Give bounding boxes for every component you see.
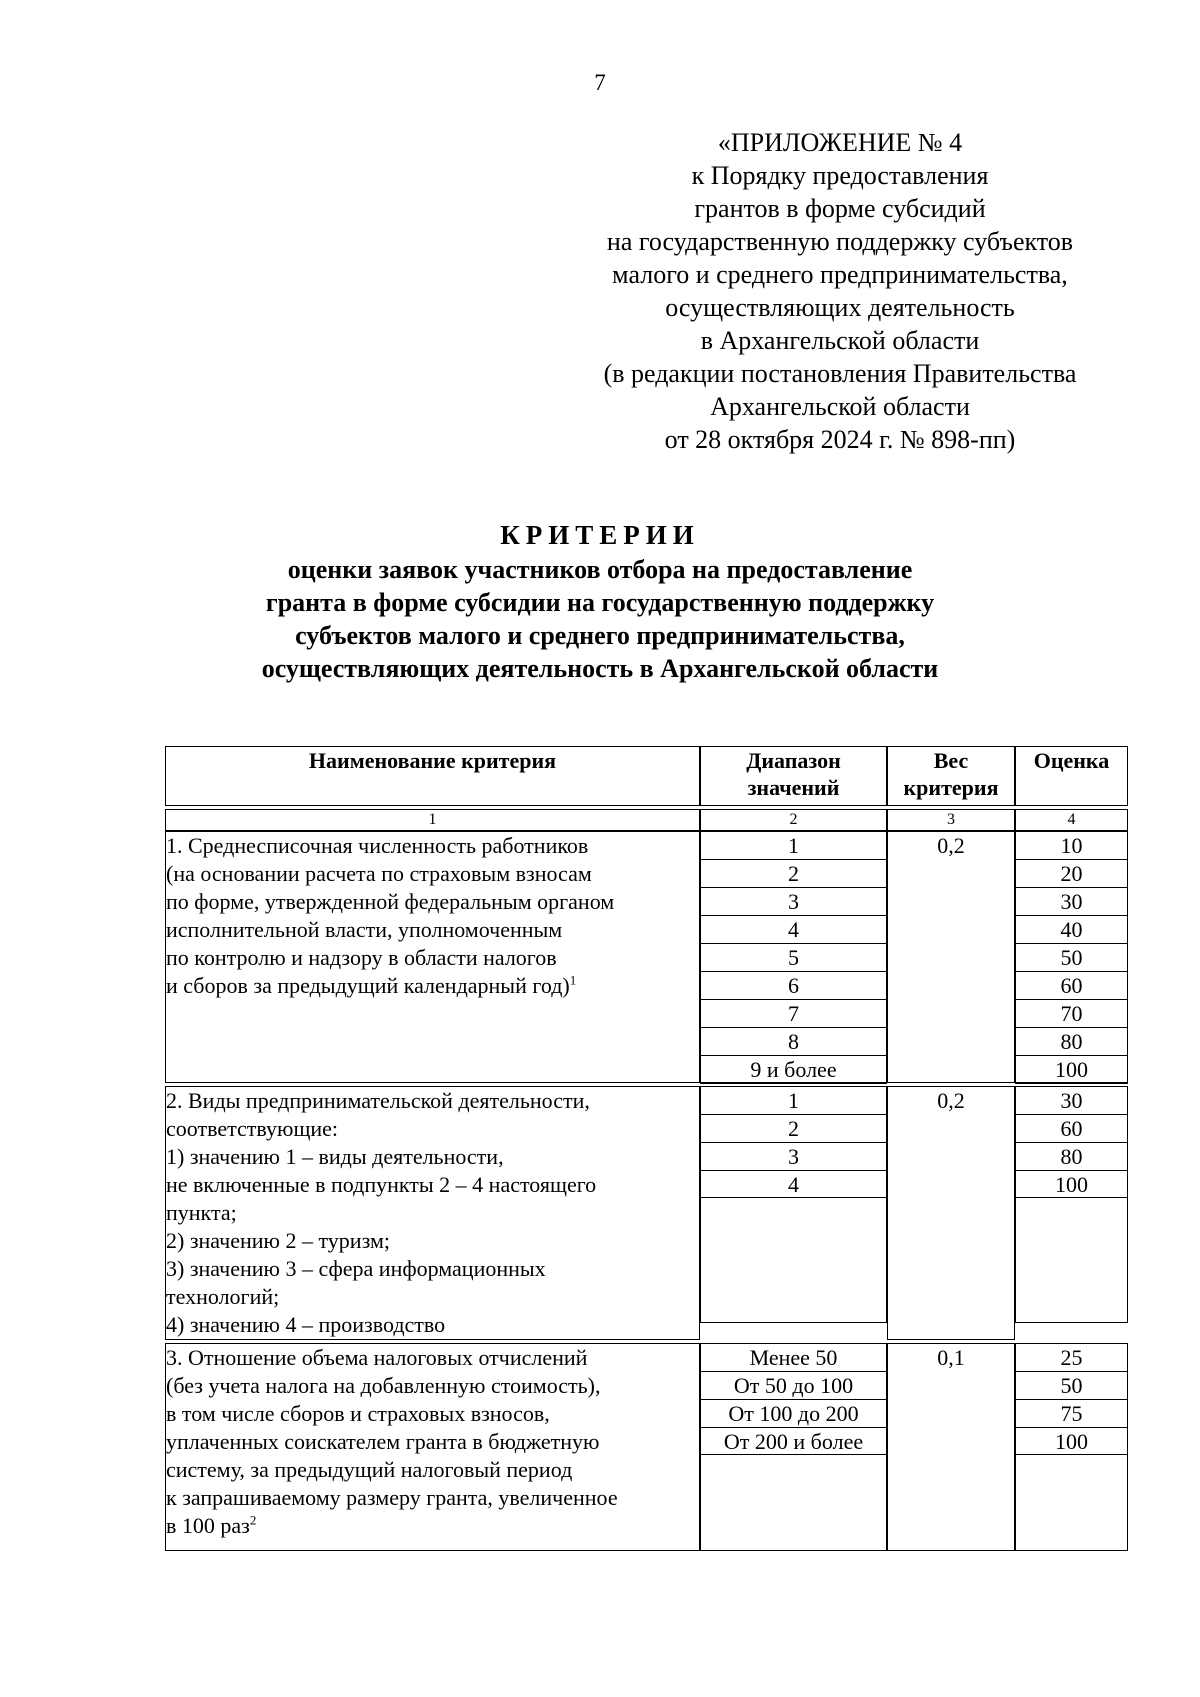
score-value: 80 bbox=[1015, 1027, 1128, 1055]
criterion-name-text: 3) значению 3 – сфера информационных bbox=[166, 1256, 546, 1281]
range-value: От 200 и более bbox=[700, 1427, 887, 1455]
score-stack bbox=[1015, 1343, 1128, 1551]
criterion-name-text: в 100 раз bbox=[166, 1513, 250, 1538]
footnote-marker: 1 bbox=[569, 972, 577, 988]
range-value: От 100 до 200 bbox=[700, 1399, 887, 1427]
document-title: КРИТЕРИИ bbox=[500, 520, 700, 550]
header-range-label-2: значений bbox=[747, 775, 840, 800]
appendix-line: осуществляющих деятельность bbox=[665, 293, 1015, 322]
range-cell bbox=[700, 1343, 887, 1551]
header-weight-label-2: критерия bbox=[903, 775, 999, 800]
criterion-name-text: в том числе сборов и страховых взносов, bbox=[166, 1401, 550, 1426]
weight-cell bbox=[887, 1343, 1015, 1551]
appendix-line: Архангельской области bbox=[710, 392, 970, 421]
score-value: 30 bbox=[1015, 887, 1128, 915]
page-number: 7 bbox=[594, 70, 606, 95]
criterion-name-line bbox=[166, 916, 699, 944]
criterion-name-text: к запрашиваемому размеру гранта, увеличенное bbox=[166, 1485, 618, 1510]
header-score bbox=[1015, 746, 1128, 806]
score-value: 100 bbox=[1015, 1055, 1128, 1083]
score-cell bbox=[1015, 831, 1128, 1083]
criterion-name-text: 3. Отношение объема налоговых отчислений bbox=[166, 1345, 588, 1370]
score-value: 30 bbox=[1015, 1086, 1128, 1114]
criterion-name-text: 4) значению 4 – производство bbox=[166, 1312, 446, 1337]
score-value: 10 bbox=[1015, 831, 1128, 859]
appendix-line: к Порядку предоставления bbox=[691, 161, 989, 190]
criterion-name bbox=[165, 1086, 700, 1340]
score-value: 50 bbox=[1015, 1371, 1128, 1399]
score-filler bbox=[1015, 1083, 1128, 1084]
score-value: 70 bbox=[1015, 999, 1128, 1027]
score-value: 20 bbox=[1015, 859, 1128, 887]
header-range bbox=[700, 746, 887, 806]
criterion-name-text: (без учета налога на добавленную стоимость), bbox=[166, 1373, 601, 1398]
criterion-row bbox=[165, 1086, 1128, 1340]
score-value: 80 bbox=[1015, 1142, 1128, 1170]
criterion-name-line bbox=[166, 944, 699, 972]
subtitle-line: гранта в форме субсидии на государственную поддержку bbox=[265, 588, 935, 617]
weight-cell bbox=[887, 1086, 1015, 1340]
subtitle-line: субъектов малого и среднего предпринимательства, bbox=[295, 621, 905, 650]
criterion-name-line bbox=[166, 1512, 699, 1540]
criterion-name-line bbox=[166, 1087, 699, 1115]
criterion-name-text: и сборов за предыдущий календарный год) bbox=[166, 973, 570, 998]
range-value: 3 bbox=[700, 1142, 887, 1170]
weight-value: 0,2 bbox=[937, 1088, 965, 1113]
criterion-name-text: 1. Среднесписочная численность работников bbox=[166, 833, 589, 858]
range-value: 2 bbox=[700, 859, 887, 887]
criterion-name-text: пункта; bbox=[166, 1200, 237, 1225]
criterion-name-text: по форме, утвержденной федеральным органом bbox=[166, 889, 615, 914]
criterion-name-text: систему, за предыдущий налоговый период bbox=[166, 1457, 573, 1482]
criterion-name-text: 2) значению 2 – туризм; bbox=[166, 1228, 390, 1253]
header-name bbox=[165, 746, 700, 806]
criterion-name-line bbox=[166, 1143, 699, 1171]
criterion-name-text: технологий; bbox=[166, 1284, 280, 1309]
range-stack bbox=[700, 831, 887, 1083]
score-value: 50 bbox=[1015, 943, 1128, 971]
criterion-name bbox=[165, 831, 700, 1083]
range-filler bbox=[700, 1198, 887, 1323]
range-value: 8 bbox=[700, 1027, 887, 1055]
score-value: 60 bbox=[1015, 1114, 1128, 1142]
score-value: 100 bbox=[1015, 1170, 1128, 1198]
appendix-line: «ПРИЛОЖЕНИЕ № 4 bbox=[717, 128, 963, 157]
footnote-marker: 2 bbox=[249, 1512, 257, 1528]
header-weight-label-1: Вес bbox=[933, 748, 969, 773]
criterion-name-line bbox=[166, 972, 699, 1000]
score-value: 75 bbox=[1015, 1399, 1128, 1427]
range-stack bbox=[700, 1343, 887, 1551]
criterion-name-line bbox=[166, 1283, 699, 1311]
criteria-table bbox=[165, 746, 1128, 1551]
criterion-name-text: исполнительной власти, уполномоченным bbox=[166, 917, 563, 942]
header-weight bbox=[887, 746, 1015, 806]
range-value: От 50 до 100 bbox=[700, 1371, 887, 1399]
score-stack bbox=[1015, 1086, 1128, 1323]
criterion-row bbox=[165, 1343, 1128, 1551]
table-header-row bbox=[165, 746, 1128, 806]
range-value: 2 bbox=[700, 1114, 887, 1142]
criterion-name-line bbox=[166, 860, 699, 888]
score-filler bbox=[1015, 1455, 1128, 1551]
subtitle-line: осуществляющих деятельность в Архангельской области bbox=[261, 654, 939, 683]
criterion-name-line bbox=[166, 1428, 699, 1456]
weight-value: 0,2 bbox=[937, 833, 965, 858]
appendix-line: на государственную поддержку субъектов bbox=[606, 227, 1074, 256]
criterion-name-text: не включенные в подпункты 2 – 4 настоящего bbox=[166, 1172, 597, 1197]
criterion-name-line bbox=[166, 1255, 699, 1283]
criterion-name-text: уплаченных соискателем гранта в бюджетную bbox=[166, 1429, 600, 1454]
criterion-name-text: (на основании расчета по страховым взносам bbox=[166, 861, 592, 886]
criterion-name-line bbox=[166, 1484, 699, 1512]
criterion-name-line bbox=[166, 1372, 699, 1400]
criterion-name-line bbox=[166, 1115, 699, 1143]
criterion-name-line bbox=[166, 1199, 699, 1227]
score-cell bbox=[1015, 1086, 1128, 1340]
range-value: 7 bbox=[700, 999, 887, 1027]
appendix-line: грантов в форме субсидий bbox=[694, 194, 986, 223]
score-value: 100 bbox=[1015, 1427, 1128, 1455]
appendix-line: в Архангельской области bbox=[700, 326, 980, 355]
score-cell bbox=[1015, 1343, 1128, 1551]
score-stack bbox=[1015, 831, 1128, 1083]
subtitle-line: оценки заявок участников отбора на предоставление bbox=[287, 555, 913, 584]
column-number: 1 bbox=[165, 809, 700, 831]
criteria-body bbox=[165, 831, 1128, 1551]
score-value: 25 bbox=[1015, 1343, 1128, 1371]
criterion-name-line bbox=[166, 832, 699, 860]
score-value: 60 bbox=[1015, 971, 1128, 999]
header-range-label-1: Диапазон bbox=[746, 748, 841, 773]
weight-cell bbox=[887, 831, 1015, 1083]
column-number-row bbox=[165, 809, 1128, 831]
criterion-row bbox=[165, 831, 1128, 1083]
range-value: 9 и более bbox=[700, 1055, 887, 1083]
document-subtitle bbox=[0, 553, 1200, 685]
range-value: 5 bbox=[700, 943, 887, 971]
weight-value: 0,1 bbox=[937, 1345, 965, 1370]
criterion-name-line bbox=[166, 1227, 699, 1255]
criterion-name-line bbox=[166, 888, 699, 916]
score-filler bbox=[1015, 1198, 1128, 1323]
range-stack bbox=[700, 1086, 887, 1323]
criterion-name-line bbox=[166, 1311, 699, 1339]
appendix-header bbox=[560, 126, 1120, 456]
appendix-line: малого и среднего предпринимательства, bbox=[612, 260, 1068, 289]
range-value: 1 bbox=[700, 1086, 887, 1114]
range-filler bbox=[700, 1083, 887, 1084]
criterion-name-text: соответствующие: bbox=[166, 1116, 339, 1141]
range-value: Менее 50 bbox=[700, 1343, 887, 1371]
criterion-name-text: 2. Виды предпринимательской деятельности, bbox=[166, 1088, 590, 1113]
range-cell bbox=[700, 1086, 887, 1340]
criterion-name-line bbox=[166, 1171, 699, 1199]
range-value: 4 bbox=[700, 1170, 887, 1198]
range-value: 6 bbox=[700, 971, 887, 999]
column-number: 2 bbox=[700, 809, 887, 831]
range-filler bbox=[700, 1455, 887, 1551]
header-name-label: Наименование критерия bbox=[308, 748, 557, 773]
criterion-name-line bbox=[166, 1456, 699, 1484]
score-value: 40 bbox=[1015, 915, 1128, 943]
range-value: 3 bbox=[700, 887, 887, 915]
criterion-name-line bbox=[166, 1400, 699, 1428]
column-number: 4 bbox=[1015, 809, 1128, 831]
header-score-label: Оценка bbox=[1033, 748, 1110, 773]
column-number: 3 bbox=[887, 809, 1015, 831]
range-value: 1 bbox=[700, 831, 887, 859]
range-cell bbox=[700, 831, 887, 1083]
criterion-name-text: по контролю и надзору в области налогов bbox=[166, 945, 557, 970]
appendix-line: (в редакции постановления Правительства bbox=[603, 359, 1077, 388]
appendix-line: от 28 октября 2024 г. № 898-пп) bbox=[664, 425, 1016, 454]
criterion-name-line bbox=[166, 1344, 699, 1372]
criterion-name bbox=[165, 1343, 700, 1551]
range-value: 4 bbox=[700, 915, 887, 943]
criterion-name-text: 1) значению 1 – виды деятельности, bbox=[166, 1144, 504, 1169]
